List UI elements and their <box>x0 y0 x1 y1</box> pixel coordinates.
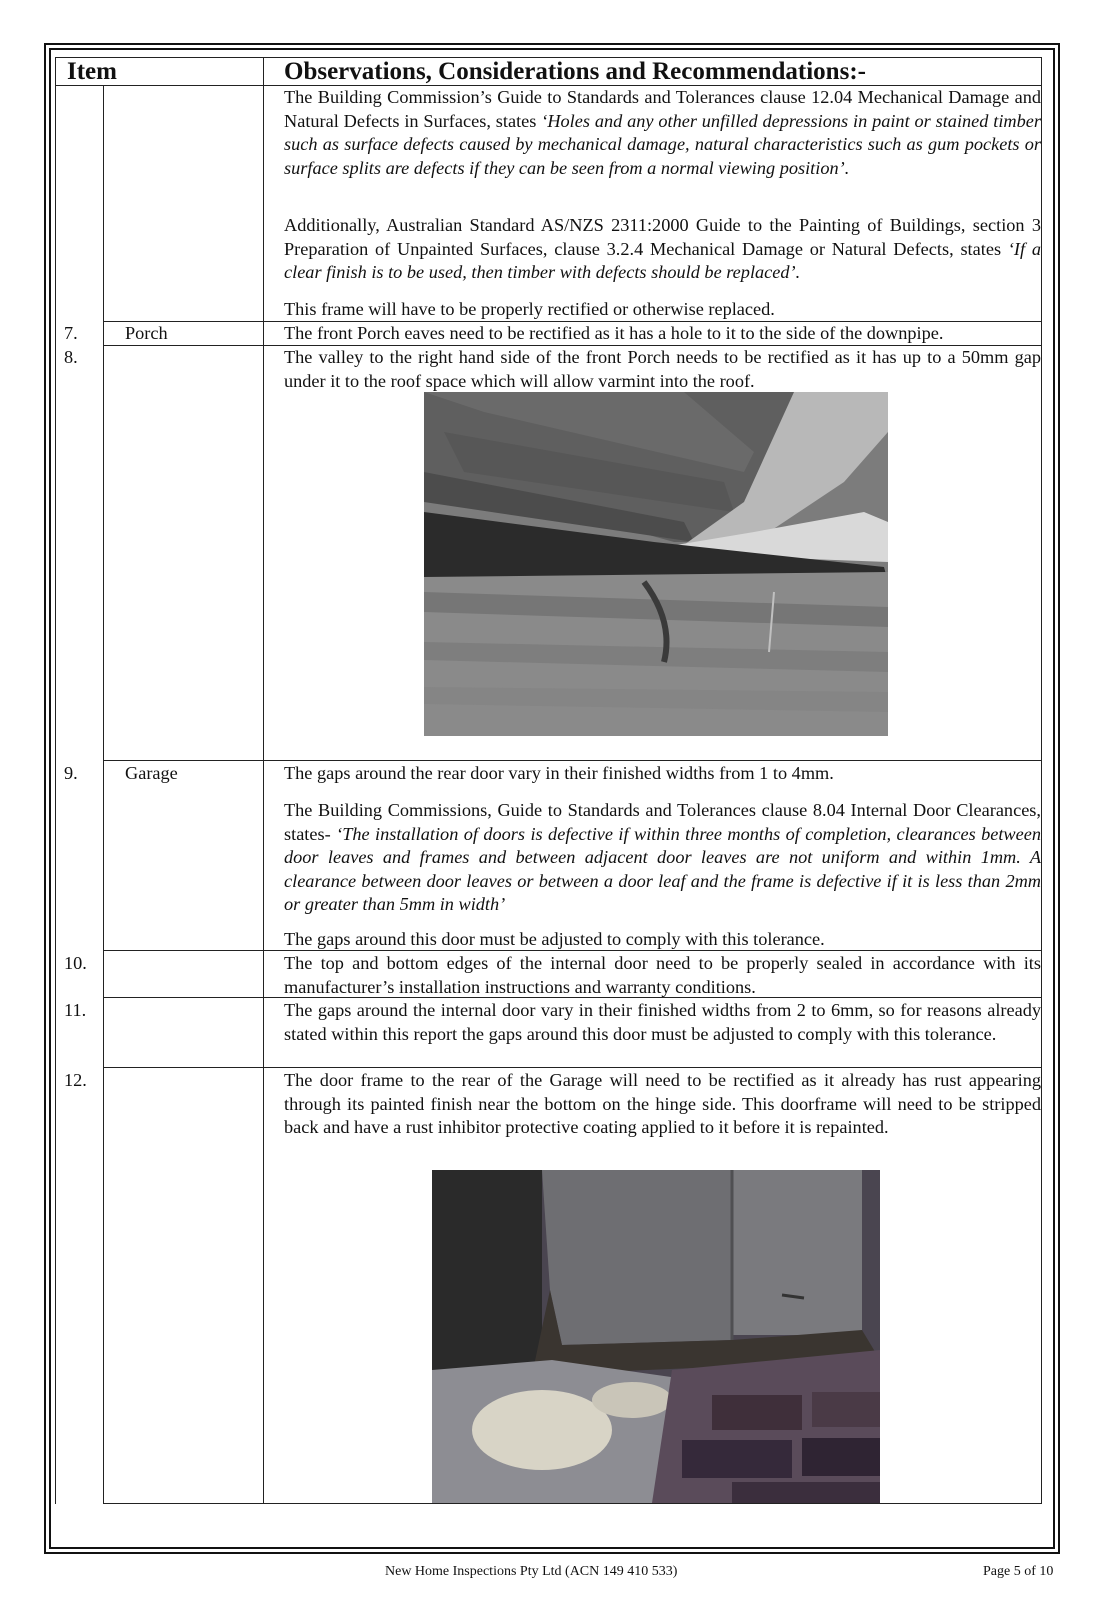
footer-page-number: Page 5 of 10 <box>983 1564 1054 1579</box>
item-location: Garage <box>125 763 178 783</box>
item-number: 10. <box>64 953 87 973</box>
item-number: 12. <box>64 1070 87 1090</box>
row-divider-9 <box>103 760 1042 761</box>
table-right-border <box>1041 57 1042 1504</box>
table-left-border <box>55 57 56 1504</box>
item-column-header: Item <box>67 58 117 85</box>
item-number: 11. <box>64 1000 87 1020</box>
continuation-paragraph-3: This frame will have to be properly rectified or otherwise replaced. <box>284 299 775 319</box>
row-divider-12 <box>103 1067 1042 1068</box>
item-text: The valley to the right hand side of the front Porch needs to be rectified as it has up to a 50mm gap under it to the roof space which will allow varmint into the roof. <box>284 347 1041 391</box>
item-number: 8. <box>64 347 78 367</box>
item-paragraph-2: The Building Commissions, Guide to Standards and Tolerances clause 8.04 Internal Door Clearances, states- ‘The installation of doors is defective if within three months of completion, clearances between door leaves and frames and between adjacent door leaves are not uniform and within 1mm. A clearance between door leaves or between a door leaf and the frame is defective if it is less than 2mm or greater than 5mm in width’ <box>284 800 1041 914</box>
item-location: Porch <box>125 323 168 343</box>
table-bottom-border <box>103 1503 1042 1504</box>
item-text: The door frame to the rear of the Garage will need to be rectified as it already has rust appearing through its painted finish near the bottom on the hinge side. This doorframe will need to be stripped back and have a rust inhibitor protective coating applied to it before it is repainted. <box>284 1070 1041 1137</box>
column-divider-observations <box>263 57 264 1504</box>
item-number: 9. <box>64 763 78 783</box>
door-frame-photo <box>432 1170 880 1503</box>
continuation-paragraph-1: The Building Commission’s Guide to Standards and Tolerances clause 12.04 Mechanical Damage and Natural Defects in Surfaces, states ‘Holes and any other unfilled depressions in paint or stained timber such as surface defects caused by mechanical damage, natural characteristics such as gum pockets or surface splits are defects if they can be seen from a normal viewing position’. <box>284 87 1041 178</box>
roof-valley-photo <box>424 392 888 736</box>
footer-company: New Home Inspections Pty Ltd (ACN 149 410 533) <box>385 1564 678 1579</box>
item-paragraph-3: The gaps around this door must be adjusted to comply with this tolerance. <box>284 929 825 949</box>
observations-column-header: Observations, Considerations and Recommendations:- <box>284 58 866 85</box>
item-text: The top and bottom edges of the internal door need to be properly sealed in accordance with its manufacturer’s installation instructions and warranty conditions. <box>284 953 1041 997</box>
item-text: The gaps around the rear door vary in their finished widths from 1 to 4mm. <box>284 763 834 783</box>
column-divider-item <box>103 86 104 1504</box>
continuation-paragraph-2: Additionally, Australian Standard AS/NZS 2311:2000 Guide to the Painting of Buildings, section 3 Preparation of Unpainted Surfaces, clause 3.2.4 Mechanical Damage or Natural Defects, states ‘If a clear finish is to be used, then timber with defects should be replaced’. <box>284 215 1042 282</box>
item-number: 7. <box>64 323 78 343</box>
item-text: The gaps around the internal door vary in their finished widths from 2 to 6mm, so for reasons already stated within this report the gaps around this door must be adjusted to comply with this tolerance. <box>284 1000 1041 1044</box>
item-text: The front Porch eaves need to be rectified as it has a hole to it to the side of the downpipe. <box>284 323 944 343</box>
